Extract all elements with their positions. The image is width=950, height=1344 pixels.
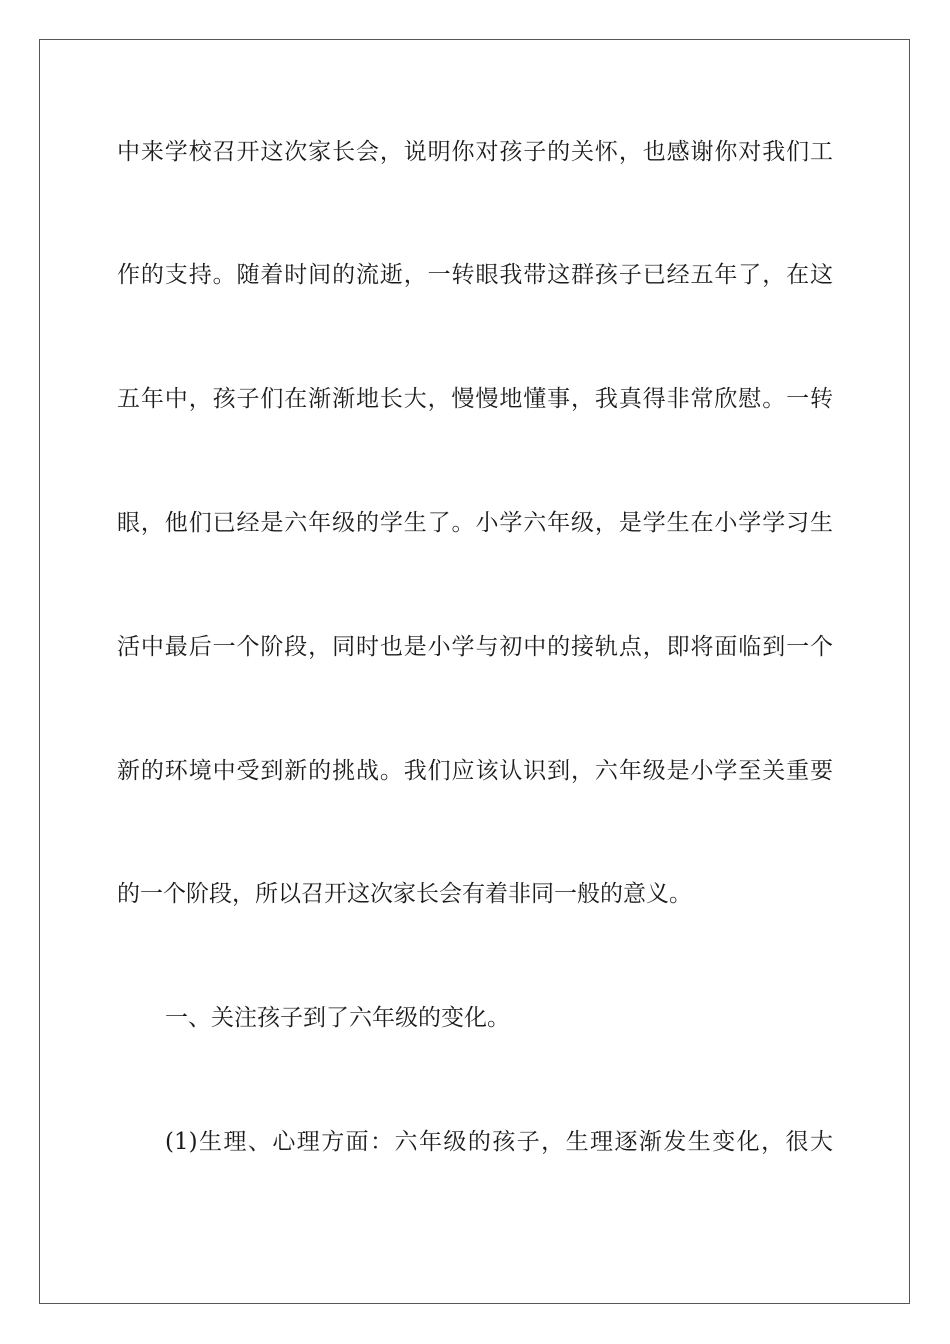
paragraph-line-5: 活中最后一个阶段，同时也是小学与初中的接轨点，即将面临到一个 (117, 634, 833, 660)
section-heading: 一、关注孩子到了六年级的变化。 (165, 1005, 510, 1031)
paragraph-line-2: 作的支持。随着时间的流逝，一转眼我带这群孩子已经五年了，在这 (117, 262, 833, 288)
paragraph-line-3: 五年中，孩子们在渐渐地长大，慢慢地懂事，我真得非常欣慰。一转 (117, 386, 833, 412)
paragraph-line-6: 新的环境中受到新的挑战。我们应该认识到，六年级是小学至关重要 (117, 758, 833, 784)
paragraph-line-4: 眼，他们已经是六年级的学生了。小学六年级，是学生在小学学习生 (117, 510, 833, 536)
subpoint-line: (1)生理、心理方面：六年级的孩子，生理逐渐发生变化，很大 (165, 1129, 833, 1155)
paragraph-line-7: 的一个阶段，所以召开这次家长会有着非同一般的意义。 (117, 881, 692, 907)
paragraph-line-1: 中来学校召开这次家长会，说明你对孩子的关怀，也感谢你对我们工 (117, 139, 833, 165)
page-border (39, 39, 910, 1304)
